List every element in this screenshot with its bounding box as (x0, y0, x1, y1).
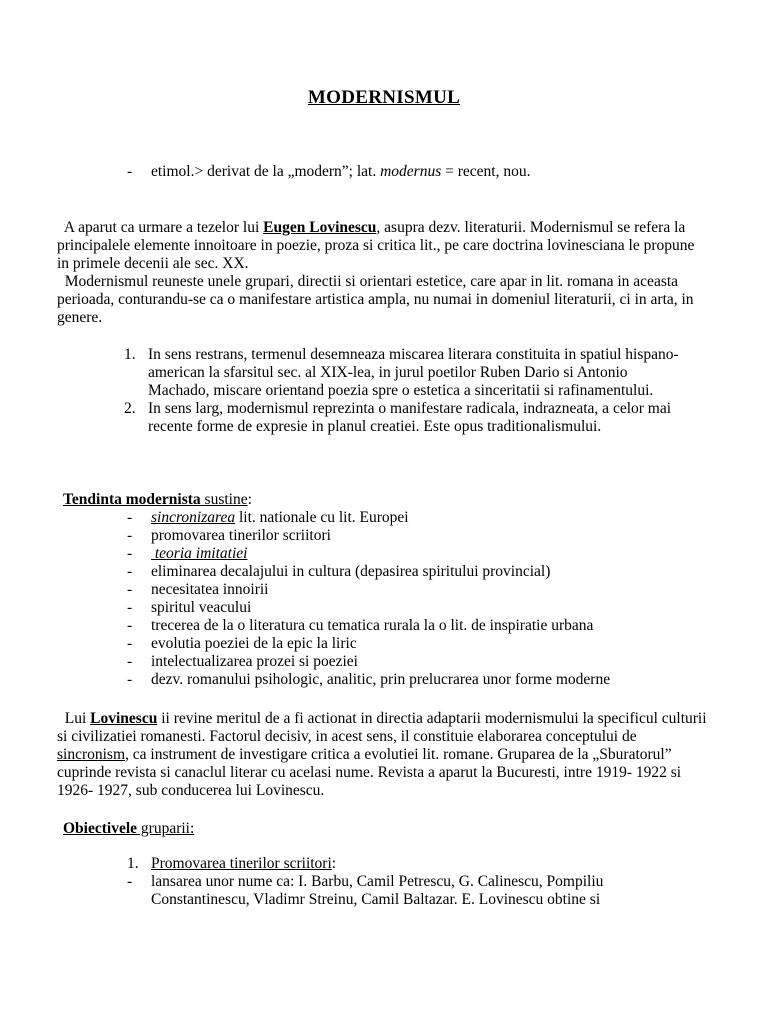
para-text: ii revine meritul de a fi actionat in directia adaptarii modernismului la specificul culturii si civilizatiei romanesti. Factorul decisiv, in acest sens, il constituie elaborarea conceptului de (57, 710, 707, 745)
heading-colon: : (189, 820, 195, 837)
lovinescu-name: Lovinescu (90, 710, 158, 727)
list-item-emphasis: teoria imitatiei (151, 545, 248, 562)
etimology-latin-word: modernus (380, 163, 442, 180)
list-dash: - (127, 581, 133, 598)
list-item-text: lit. nationale cu lit. Europei (235, 509, 409, 526)
list-item-emphasis: sincronizarea (151, 509, 236, 526)
para-text: A aparut ca urmare a tezelor lui (57, 219, 264, 236)
obiective-list (127, 855, 687, 909)
list-dash: - (127, 527, 133, 544)
list-item-text: evolutia poeziei de la epic la liric (151, 635, 357, 652)
list-item-text: trecerea de la o literatura cu tematica rurala la o lit. de inspiratie urbana (151, 617, 594, 634)
list-dash: - (127, 617, 133, 634)
etimology-suffix: = recent, nou. (441, 163, 531, 180)
list-dash: - (127, 873, 133, 890)
list-number: 1. (124, 346, 136, 363)
obiective-heading-rest: gruparii (137, 820, 190, 837)
list-item (127, 617, 727, 635)
intro-paragraph-1 (57, 219, 697, 273)
list-item (127, 527, 727, 545)
list-item (127, 581, 727, 599)
list-item (124, 346, 684, 400)
list-item (127, 873, 687, 909)
list-dash: - (127, 545, 133, 562)
list-item-text: In sens restrans, termenul desemneaza miscarea literara constituita in spatiul hispano- american la sfarsitul sec. al XIX-lea, in jurul poetilor Ruben Dario si Antonio Machado, miscare orientand poezia spre o estetica a sinceritatii si rafinamentului. (148, 346, 679, 399)
list-number: 1. (127, 855, 139, 872)
list-item-text: lansarea unor nume ca: I. Barbu, Camil Petrescu, G. Calinescu, Pompiliu Constantinescu, Vladimr Streinu, Camil Baltazar. E. Lovinescu obtine si (151, 873, 604, 908)
para-text: , asupra dezv. literaturii. Modernismul se refera la principalele elemente innoitoare in poezie, proza si critica lit., pe care doctrina lovinesciana le propune in primele decenii ale sec. XX. (57, 219, 695, 272)
list-dash: - (127, 653, 133, 670)
list-dash: - (127, 563, 133, 580)
obiective-heading (63, 820, 194, 838)
tendinta-list (127, 509, 727, 689)
list-dash: - (127, 509, 133, 526)
list-item (127, 563, 727, 581)
etimology-prefix: etimol.> derivat de la „modern”; lat. (151, 163, 381, 180)
list-dash: - (127, 163, 133, 180)
sincronism-term: sincronism (57, 746, 126, 763)
list-item-text: dezv. romanului psihologic, analitic, prin prelucrarea unor forme moderne (151, 671, 611, 688)
list-item (127, 671, 727, 689)
list-item (127, 599, 727, 617)
list-item-text: promovarea tinerilor scriitori (151, 527, 331, 544)
list-item (127, 653, 727, 671)
tendinta-heading-bold: Tendinta modernista (63, 491, 201, 508)
para-text: Lui (57, 710, 91, 727)
list-item-text: Promovarea tinerilor scriitori (151, 855, 332, 872)
para-text: , ca instrument de investigare critica a evolutiei lit. romane. Gruparea de la „Sburatorul” cuprinde revista si canaclul literar cu acelasi nume. Revista a aparut la Bucuresti, intre 1919- 1922 si 1926- 1927, sub conducerea lui Lovinescu. (57, 746, 682, 799)
list-item (127, 855, 687, 873)
list-item-text: In sens larg, modernismul reprezinta o manifestare radicala, indrazneata, a celor mai recente forme de expresie in planul creatiei. Este opus traditionalismului. (148, 400, 672, 435)
heading-colon: : (247, 491, 252, 508)
lovinescu-paragraph-text (57, 710, 711, 800)
definition-list (124, 346, 684, 436)
list-item-text: necesitatea innoirii (151, 581, 269, 598)
intro-paragraph (57, 219, 697, 327)
eugen-lovinescu-name: Eugen Lovinescu (263, 219, 377, 236)
list-number: 2. (124, 400, 136, 417)
obiective-heading-bold: Obiectivele (63, 820, 138, 837)
list-item-text: eliminarea decalajului in cultura (depasirea spiritului provincial) (151, 563, 551, 580)
list-item-text: spiritul veacului (151, 599, 252, 616)
page-title: MODERNISMUL (307, 87, 461, 108)
tendinta-heading (63, 491, 252, 509)
item-colon: : (331, 855, 337, 872)
list-item (127, 635, 727, 653)
intro-paragraph-2: Modernismul reuneste unele grupari, directii si orientari estetice, care apar in lit. romana in aceasta perioada, conturandu-se ca o manifestare artistica ampla, nu numai in domeniul literaturii, ci in arta, in genere. (57, 273, 698, 326)
etimology-line (127, 163, 530, 181)
lovinescu-paragraph (57, 710, 711, 800)
list-dash: - (127, 671, 133, 688)
tendinta-heading-rest: sustine (200, 491, 248, 508)
list-item (127, 545, 727, 563)
list-item (124, 400, 684, 436)
list-dash: - (127, 599, 133, 616)
list-item (127, 509, 727, 527)
list-dash: - (127, 635, 133, 652)
list-item-text: intelectualizarea prozei si poeziei (151, 653, 358, 670)
